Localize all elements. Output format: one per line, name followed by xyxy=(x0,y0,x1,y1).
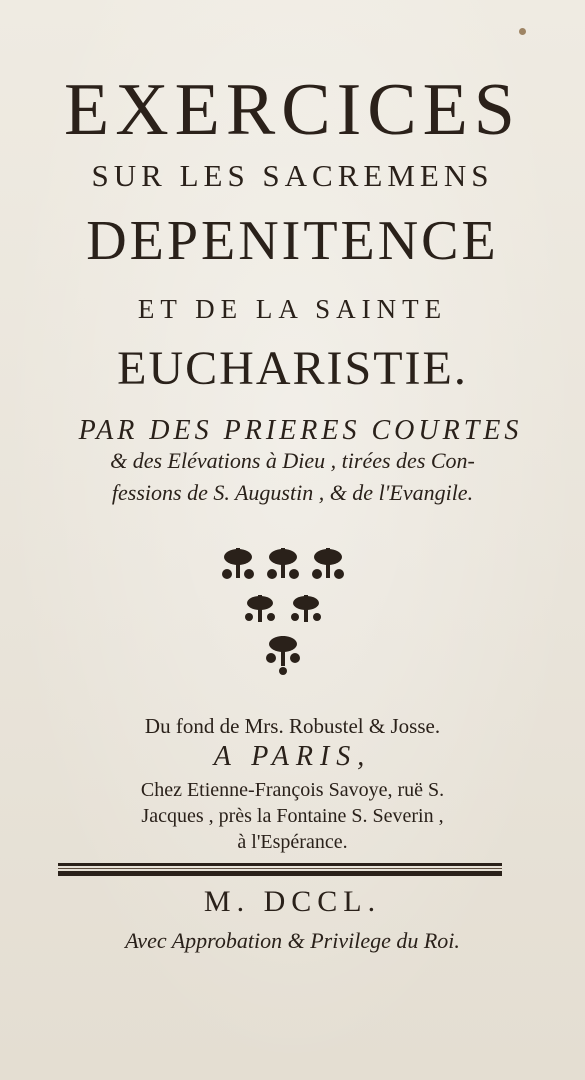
title-line-4: ET DE LA SAINTE xyxy=(137,294,448,324)
imprint-line-5: à l'Espérance. xyxy=(237,831,348,853)
imprint-line-3: Chez Etienne-François Savoye, ruë S. xyxy=(140,779,445,801)
imprint-line-1: Du fond de Mrs. Robustel & Josse. xyxy=(144,714,441,738)
imprint-line-4: Jacques , près la Fontaine S. Severin , xyxy=(141,805,444,827)
floral-ornament xyxy=(205,540,365,680)
decorative-rule xyxy=(58,860,502,878)
ornament-row-3 xyxy=(266,636,300,675)
subtitle-line-2: & des Elévations à Dieu , tirées des Con- xyxy=(110,448,475,473)
title-line-5: EUCHARISTIE. xyxy=(117,342,468,395)
privilege-line: Avec Approbation & Privilege du Roi. xyxy=(125,928,460,953)
subtitle-line-1: PAR DES PRIERES COURTES xyxy=(78,415,523,446)
title-line-3: DEPENITENCE xyxy=(86,210,499,272)
ornament-row-2 xyxy=(245,595,321,622)
subtitle-line-3: fessions de S. Augustin , & de l'Evangile. xyxy=(111,480,474,505)
ornament-row-1 xyxy=(222,548,344,579)
imprint-city: A PARIS, xyxy=(213,741,372,772)
publication-date: M. DCCL. xyxy=(203,885,382,918)
paper-spot xyxy=(519,28,526,35)
main-title: EXERCICES xyxy=(64,69,521,151)
title-line-2: SUR LES SACREMENS xyxy=(91,158,494,193)
